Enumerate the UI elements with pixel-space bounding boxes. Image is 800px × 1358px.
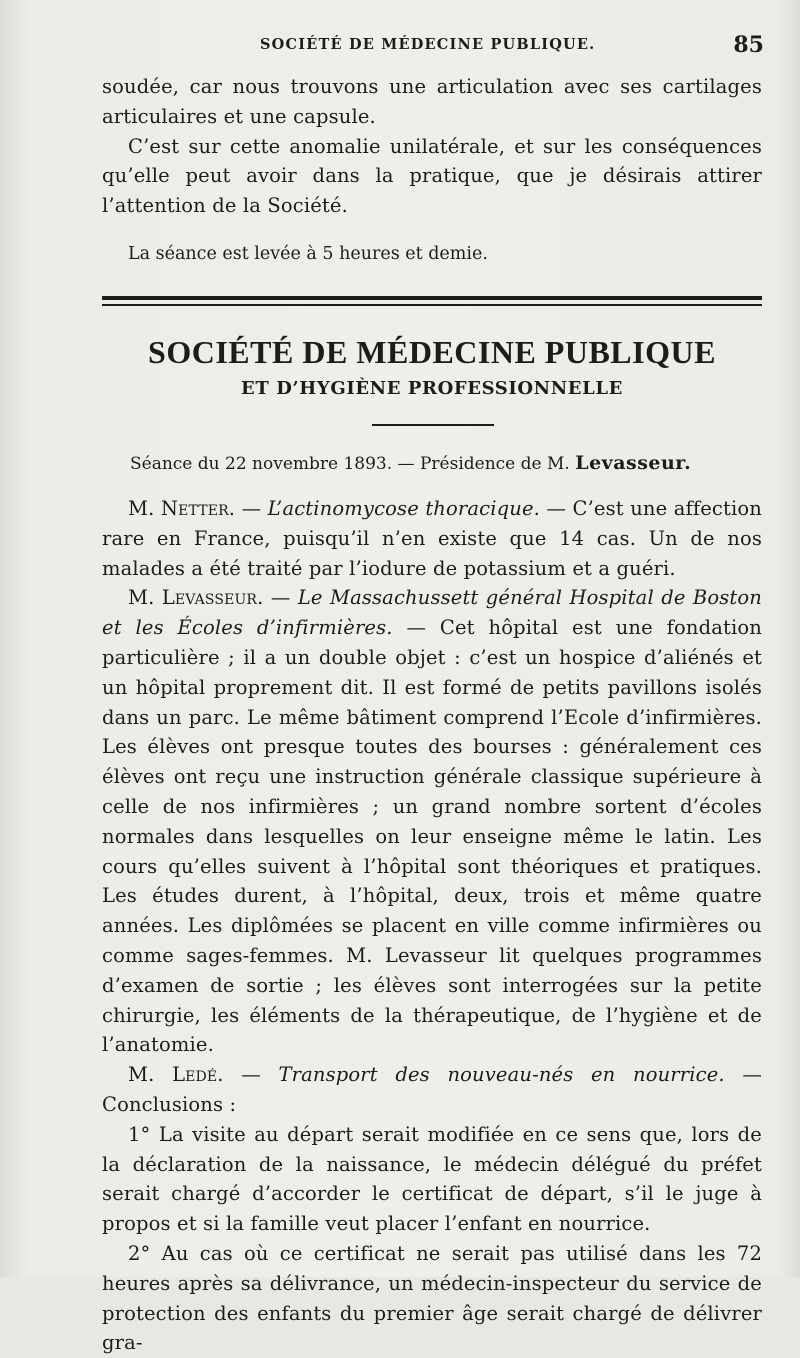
netter-paragraph: M. Netter. — L’actinomycose thoracique. — C’est une affection rare en France, puisqu’il n’en existe que 14 cas. Un de nos malades a été traité par l’iodure de potassium et a guéri.	[102, 497, 762, 580]
section-title: SOCIÉTÉ DE MÉDECINE PUBLIQUE	[148, 334, 716, 370]
intro-paragraph-2: C’est sur cette anomalie unilatérale, et sur les conséquences qu’elle peut avoir dans la pratique, que je désirais attirer l’attention de la Société.	[102, 134, 762, 218]
levasseur-paragraph	[102, 583, 762, 1060]
section-divider-thin	[102, 304, 762, 306]
conclusion-point-2: 2° Au cas où ce certificat ne serait pas utilisé dans les 72 heures après sa délivrance, un médecin-inspecteur du service de protection des enfants du premier âge serait chargé de délivrer gra-	[102, 1241, 762, 1355]
section-subtitle: ET D’HYGIÈNE PROFESSIONNELLE	[241, 378, 623, 399]
lede-topic: Transport des nouveau-nés en nourrice.	[278, 1063, 725, 1087]
page-number: 85	[733, 32, 764, 58]
intro-paragraph-1: soudée, car nous trouvons une articulation avec ses cartilages articulaires et une capsule.	[102, 75, 762, 128]
minutes-text	[102, 494, 762, 1358]
lede-dash: —	[241, 1063, 261, 1087]
session-closing: La séance est levée à 5 heures et demie.	[128, 244, 488, 264]
levasseur-text: — Cet hôpital est une fondation particulière ; il a un double objet : c’est un hospice d’aliénés et un hôpital proprement dit. Il est formé de petits pavillons isolés dans un parc. Le même bâtiment comprend l’Ecole d’infirmières. Les élèves ont presque toutes des bourses : généralement ces élèves ont reçu une instruction générale classique supérieure à celle de nos infirmières ; un grand nombre sortent d’écoles normales dans lesquelles on leur enseigne même le latin. Les cours qu’elles suivent à l’hôpital sont théoriques et pratiques. Les études durent, à l’hôpital, deux, trois et même quatre années. Les diplômées se placent en ville comme infirmières ou comme sages-femmes. M. Levasseur lit quelques programmes d’examen de sortie ; les élèves sont interrogées sur la petite chirurgie, les éléments de la thérapeutique, de l’hygiène et de l’anatomie.	[102, 616, 762, 1057]
speaker-lede: M. Ledé.	[128, 1063, 224, 1087]
running-head	[102, 32, 764, 60]
seance-line	[130, 452, 691, 474]
title-underline	[372, 424, 494, 426]
running-title: SOCIÉTÉ DE MÉDECINE PUBLIQUE.	[260, 36, 596, 53]
intro-text	[102, 72, 762, 221]
section-divider-thick	[102, 296, 762, 300]
conclusion-point-1: 1° La visite au départ serait modifiée en ce sens que, lors de la déclaration de la naissance, le médecin délégué du préfet serait chargé d’accorder le certificat de départ, s’il le juge à propos et si la famille veut placer l’enfant en nourrice.	[102, 1122, 762, 1236]
speaker-levasseur: M. Levasseur.	[128, 586, 264, 610]
lede-text: — Conclusions :	[102, 1063, 762, 1116]
levasseur-dash: —	[270, 586, 291, 610]
lede-paragraph	[102, 1060, 762, 1120]
speaker-netter: M. Netter.	[128, 497, 236, 520]
netter-text: — C’est une affection rare en France, puisqu’il n’en existe que 14 cas. Un de nos malades a été traité par l’iodure de potassium et a guéri.	[102, 497, 762, 580]
seance-prefix: Séance du 22 novembre 1893. — Présidence de M.	[130, 454, 570, 474]
levasseur-topic: Le Massachussett général Hospital de Boston et les Écoles d’infirmières.	[102, 586, 762, 640]
netter-topic: L’actinomycose thoracique.	[267, 497, 540, 520]
seance-president: Levasseur.	[575, 452, 692, 474]
